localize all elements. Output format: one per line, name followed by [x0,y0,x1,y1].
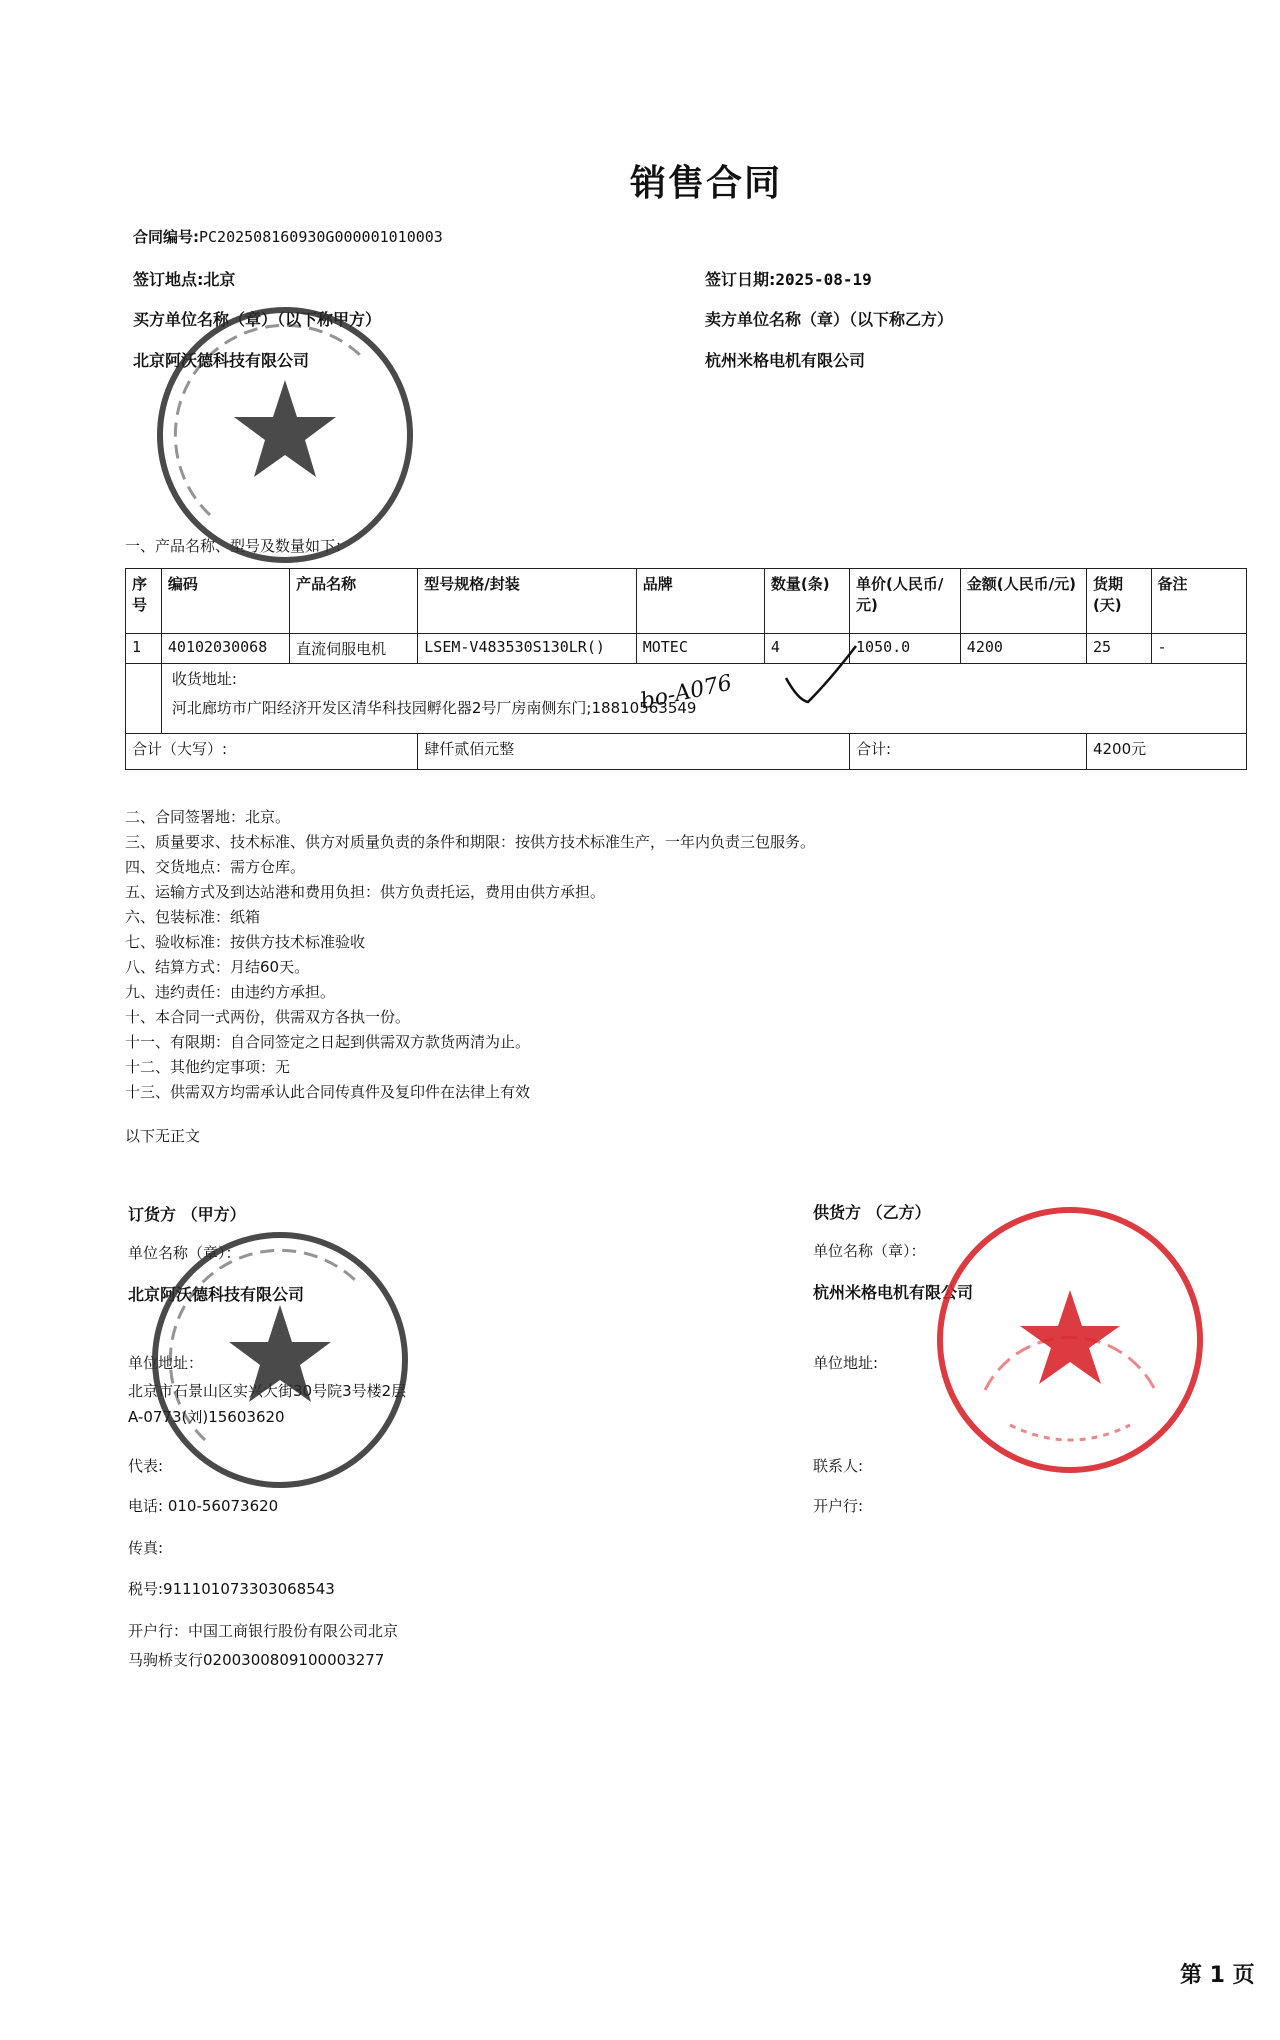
col-header: 编码 [161,569,289,634]
address-value: 河北廊坊市广阳经济开发区清华科技园孵化器2号厂房南侧东门;18810563549 [171,699,697,717]
buyer-seal-top-icon [150,300,420,570]
term-item: 九、违约责任：由违约方承担。 [125,983,336,1001]
col-header: 序号 [126,569,162,634]
col-header: 数量(条) [764,569,849,634]
table-row [126,634,1247,664]
col-header: 型号规格/封装 [418,569,636,634]
terms-list [125,805,815,1105]
buyer-address-value: 北京市石景山区实兴大街30号院3号楼2层A-0773(刘)15603620 [128,1382,407,1426]
cell-index: 1 [126,634,162,664]
buyer-header-name: 北京阿沃德科技有限公司 [133,351,310,370]
term-item: 五、运输方式及到达站港和费用负担：供方负责托运，费用由供方承担。 [125,883,606,901]
buyer-fax-label: 传真: [128,1539,164,1557]
end-note: 以下无正文 [125,1127,201,1145]
seller-address-label: 单位地址: [813,1354,879,1372]
cell-brand: MOTEC [636,634,764,664]
cell-unit-price: 1050.0 [850,634,961,664]
seller-unit-label: 单位名称（章）： [813,1242,926,1260]
buyer-header-label: 买方单位名称（章）（以下称甲方） [133,310,382,329]
buyer-heading: 订货方 （甲方） [128,1205,246,1224]
col-header: 金额(人民币/元) [960,569,1086,634]
sign-date-label: 签订日期: [705,270,776,289]
seller-header-name: 杭州米格电机有限公司 [705,351,866,370]
sign-place-label: 签订地点: [133,270,204,289]
term-item: 二、合同签署地：北京。 [125,808,291,826]
section1-label: 一、产品名称、型号及数量如下： [125,537,351,555]
term-item: 七、验收标准：按供方技术标准验收 [125,933,366,951]
total-label: 合计: [850,734,1087,770]
term-item: 三、质量要求、技术标准、供方对质量负责的条件和期限：按供方技术标准生产，一年内负责三包服务。 [125,833,816,851]
col-header: 品牌 [636,569,764,634]
contract-no-label: 合同编号: [133,228,199,246]
cell-amount: 4200 [960,634,1086,664]
checkmark-icon [780,640,860,710]
cell-qty: 4 [764,634,849,664]
table-header-row [126,569,1247,634]
cell-code: 40102030068 [161,634,289,664]
seller-heading: 供货方 （乙方） [813,1203,931,1222]
buyer-seal-bottom-icon [145,1225,415,1495]
buyer-bank: 开户行：中国工商银行股份有限公司北京马驹桥支行0200300809100003277 [128,1622,399,1669]
term-item: 四、交货地点：需方仓库。 [125,858,306,876]
buyer-tax-no: 税号:911101073303068543 [128,1580,335,1598]
buyer-address-label: 单位地址： [128,1354,204,1372]
buyer-unit-label: 单位名称（章）： [128,1244,241,1262]
address-label: 收货地址: [171,670,237,688]
col-header: 货期(天) [1086,569,1151,634]
buyer-phone: 电话: 010-56073620 [128,1497,279,1515]
term-item: 十二、其他约定事项：无 [125,1058,291,1076]
seller-bank-label: 开户行: [813,1497,864,1515]
term-item: 八、结算方式：月结60天。 [125,958,310,976]
total-upper-label: 合计（大写）: [126,734,418,770]
contract-no [133,226,443,247]
term-item: 六、包装标准：纸箱 [125,908,261,926]
page-title: 销售合同 [630,163,783,204]
total-upper-value: 肆仟贰佰元整 [418,734,850,770]
seller-unit-name: 杭州米格电机有限公司 [813,1283,974,1302]
seller-header-label: 卖方单位名称（章）（以下称乙方） [705,310,954,329]
term-item: 十三、供需双方均需承认此合同传真件及复印件在法律上有效 [125,1083,531,1101]
seller-seal-icon [930,1200,1210,1480]
term-item: 十、本合同一式两份，供需双方各执一份。 [125,1008,411,1026]
cell-product: 直流伺服电机 [290,634,418,664]
cell-remark: - [1151,634,1246,664]
term-item: 十一、有限期：自合同签定之日起到供需双方款货两清为止。 [125,1033,531,1051]
handwritten-note: bo-A076 [638,670,735,715]
cell-model: LSEM-V483530S130LR() [418,634,636,664]
product-table [125,568,1247,770]
sign-date [705,267,872,290]
seller-contact-label: 联系人: [813,1457,864,1475]
sign-date-value: 2025-08-19 [775,270,872,289]
buyer-rep-label: 代表: [128,1457,164,1475]
sign-place-value: 北京 [203,270,236,289]
total-value: 4200元 [1086,734,1246,770]
buyer-unit-name: 北京阿沃德科技有限公司 [128,1285,305,1304]
col-header: 产品名称 [290,569,418,634]
contract-no-value: PC202508160930G000001010003 [199,228,443,246]
col-header: 单价(人民币/元) [850,569,961,634]
cell-lead-time: 25 [1086,634,1151,664]
col-header: 备注 [1151,569,1246,634]
total-row [126,734,1247,770]
sign-place [133,267,235,290]
page-number: 第 1 页 [1180,1963,1255,1988]
